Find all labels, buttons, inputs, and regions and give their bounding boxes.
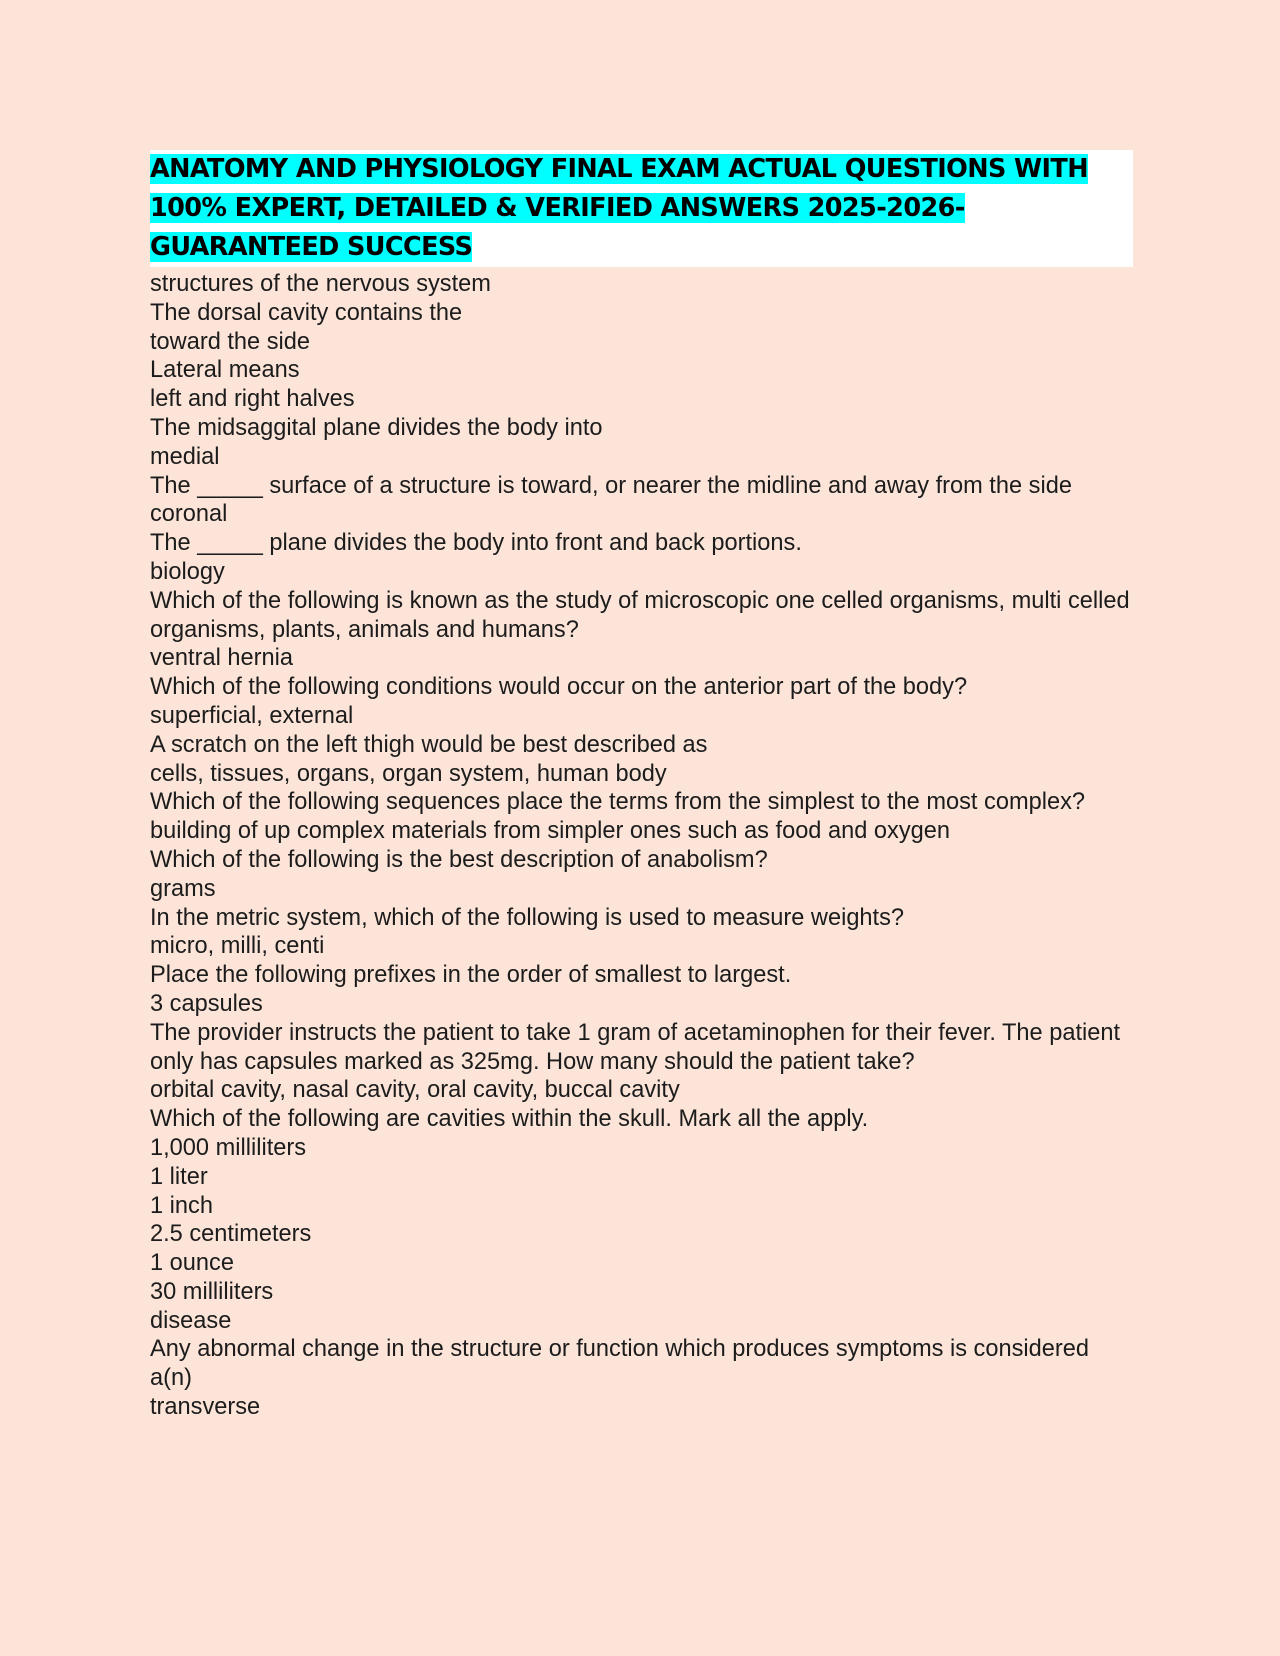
text-line: ventral hernia bbox=[150, 645, 293, 672]
text-line: 1,000 milliliters bbox=[150, 1134, 307, 1161]
text-line: coronal bbox=[150, 501, 228, 528]
text-line: transverse bbox=[150, 1394, 261, 1421]
text-line: toward the side bbox=[150, 328, 311, 355]
text-line: In the metric system, which of the following is used to measure weights? bbox=[150, 904, 905, 931]
text-line: disease bbox=[150, 1307, 232, 1334]
text-line: building of up complex materials from simpler ones such as food and oxygen bbox=[150, 818, 950, 845]
text-line: A scratch on the left thigh would be best described as bbox=[150, 731, 708, 758]
text-line: Which of the following is the best description of anabolism? bbox=[150, 846, 768, 873]
text-line: The _____ surface of a structure is toward, or nearer the midline and away from the side bbox=[150, 472, 1072, 499]
text-line: The _____ plane divides the body into front and back portions. bbox=[150, 530, 802, 557]
text-line: left and right halves bbox=[150, 386, 355, 413]
text-line: The dorsal cavity contains the bbox=[150, 299, 463, 326]
text-line: Which of the following conditions would occur on the anterior part of the body? bbox=[150, 674, 968, 701]
text-line: Any abnormal change in the structure or function which produces symptoms is considered a(n) bbox=[150, 1336, 1089, 1392]
text-line: superficial, external bbox=[150, 702, 354, 729]
text-line: 30 milliliters bbox=[150, 1278, 274, 1305]
text-line: medial bbox=[150, 443, 220, 470]
text-line: 2.5 centimeters bbox=[150, 1221, 312, 1248]
document-page bbox=[150, 150, 1133, 1422]
text-line: 1 inch bbox=[150, 1192, 213, 1219]
document-title-text: ANATOMY AND PHYSIOLOGY FINAL EXAM ACTUAL QUESTIONS WITH 100% EXPERT, DETAILED & VERIFIED ANSWERS 2025-2026- GUARANTEED SUCCESS bbox=[150, 154, 1088, 262]
text-line: grams bbox=[150, 875, 216, 902]
document-title bbox=[150, 150, 1133, 267]
text-line: The provider instructs the patient to take 1 gram of acetaminophen for their fever. The patient only has capsules marked as 325mg. How many should the patient take? bbox=[150, 1019, 1121, 1075]
text-line: 1 liter bbox=[150, 1163, 208, 1190]
text-line: biology bbox=[150, 558, 225, 585]
text-line: Lateral means bbox=[150, 357, 300, 384]
text-line: 1 ounce bbox=[150, 1250, 234, 1277]
text-line: Place the following prefixes in the order of smallest to largest. bbox=[150, 962, 792, 989]
text-line: orbital cavity, nasal cavity, oral cavity, buccal cavity bbox=[150, 1077, 680, 1104]
text-line: Which of the following are cavities within the skull. Mark all the apply. bbox=[150, 1106, 869, 1133]
text-line: structures of the nervous system bbox=[150, 271, 491, 297]
question-answer-list bbox=[150, 270, 1133, 1422]
title-block bbox=[150, 150, 1133, 267]
text-line: Which of the following sequences place the terms from the simplest to the most complex? bbox=[150, 789, 1086, 816]
text-line: cells, tissues, organs, organ system, human body bbox=[150, 760, 667, 787]
text-line: micro, milli, centi bbox=[150, 933, 325, 960]
text-line: 3 capsules bbox=[150, 990, 263, 1017]
text-line: The midsaggital plane divides the body into bbox=[150, 414, 603, 441]
text-line: Which of the following is known as the study of microscopic one celled organisms, multi celled organisms, plants, animals and humans? bbox=[150, 587, 1130, 643]
